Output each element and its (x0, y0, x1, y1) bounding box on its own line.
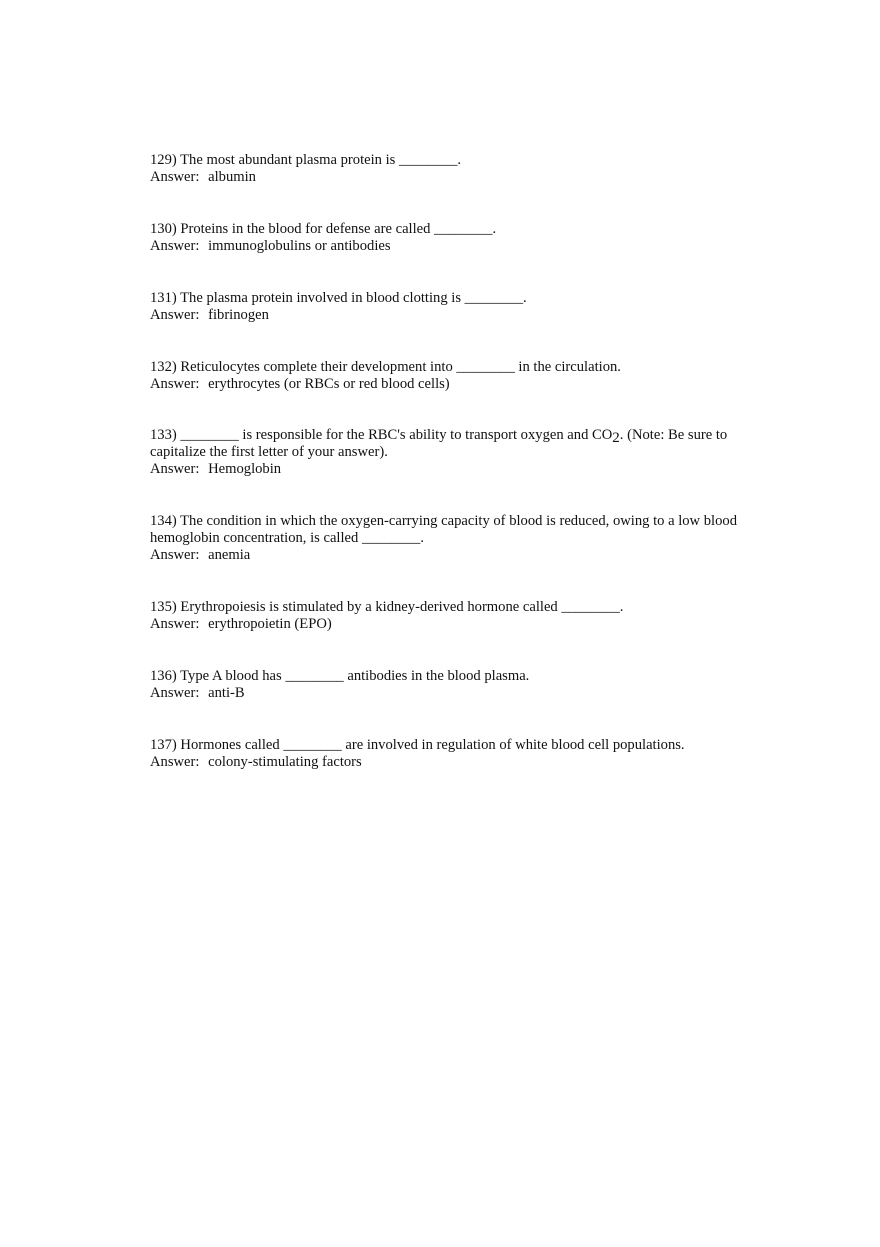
answer-line (150, 461, 740, 478)
question-text-before: 133) ________ is responsible for the RBC's ability to transport oxygen and CO (150, 427, 613, 443)
answer-text: immunoglobulins or antibodies (208, 238, 391, 254)
question-text: 131) The plasma protein involved in blood clotting is ________. (150, 290, 527, 306)
answer-label: Answer: (150, 376, 200, 392)
answer-line (150, 376, 740, 393)
question-text: 132) Reticulocytes complete their development into ________ in the circulation. (150, 359, 621, 375)
subscript-2: 2 (612, 430, 620, 446)
question-block-132 (150, 359, 740, 393)
answer-text: anti-B (208, 685, 245, 701)
answer-text: erythrocytes (or RBCs or red blood cells) (208, 376, 450, 392)
question-block-131 (150, 290, 740, 324)
question-text: 137) Hormones called ________ are involved in regulation of white blood cell populations. (150, 737, 685, 753)
question-text: 136) Type A blood has ________ antibodies in the blood plasma. (150, 668, 530, 684)
question-block-135 (150, 599, 740, 633)
answer-label: Answer: (150, 616, 200, 632)
answer-label: Answer: (150, 461, 200, 477)
answer-text: fibrinogen (208, 307, 269, 323)
answer-line (150, 169, 740, 186)
question-block-129 (150, 152, 740, 186)
answer-label: Answer: (150, 754, 200, 770)
question-block-137 (150, 737, 740, 771)
answer-text: albumin (208, 169, 256, 185)
answer-line (150, 238, 740, 255)
answer-label: Answer: (150, 685, 200, 701)
answer-text: erythropoietin (EPO) (208, 616, 332, 632)
answer-text: Hemoglobin (208, 461, 282, 477)
question-block-133 (150, 427, 740, 478)
question-block-134 (150, 513, 740, 564)
question-block-136 (150, 668, 740, 702)
answer-line (150, 616, 740, 633)
answer-line (150, 547, 740, 564)
question-text (150, 427, 740, 461)
question-text: 134) The condition in which the oxygen-carrying capacity of blood is reduced, owing to a low blood hemoglobin concentration, is called ________. (150, 513, 737, 546)
answer-label: Answer: (150, 238, 200, 254)
question-block-130 (150, 221, 740, 255)
question-text-after: . (Note: Be sure to capitalize the first letter of your answer). (150, 427, 728, 460)
answer-line (150, 754, 740, 771)
answer-text: anemia (208, 547, 251, 563)
answer-line (150, 307, 740, 324)
answer-label: Answer: (150, 169, 200, 185)
question-text: 130) Proteins in the blood for defense are called ________. (150, 221, 497, 237)
answer-text: colony-stimulating factors (208, 754, 362, 770)
question-text: 135) Erythropoiesis is stimulated by a kidney-derived hormone called ________. (150, 599, 624, 615)
answer-line (150, 685, 740, 702)
answer-label: Answer: (150, 307, 200, 323)
answer-label: Answer: (150, 547, 200, 563)
question-text: 129) The most abundant plasma protein is ________. (150, 152, 462, 168)
